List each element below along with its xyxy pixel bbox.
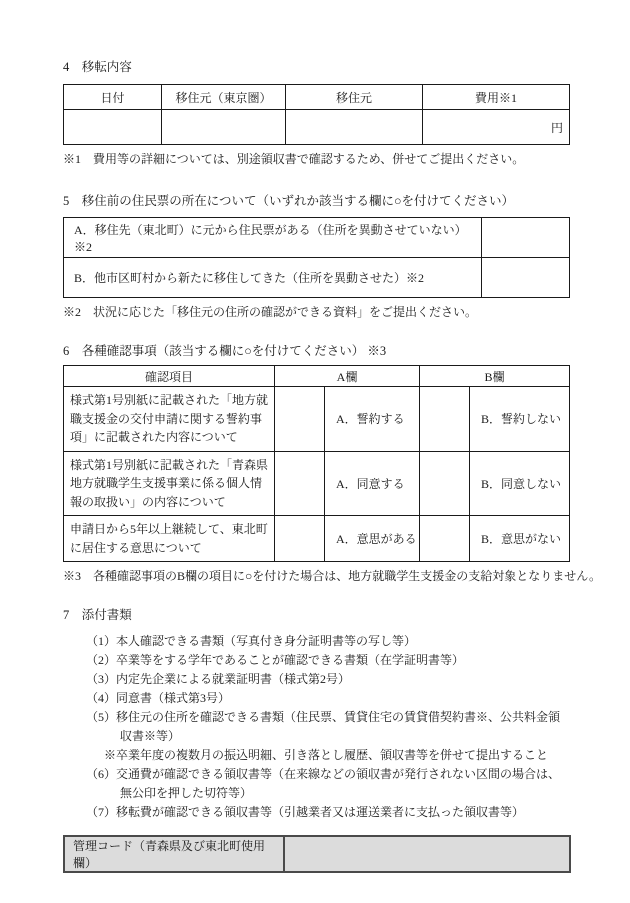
attachment-item-7: （7）移転費が確認できる領収書等（引越業者又は運送業者に支払った領収書等） bbox=[86, 805, 525, 819]
origin-input-cell[interactable] bbox=[286, 110, 423, 145]
row3-b-mark-cell[interactable] bbox=[420, 516, 470, 562]
note-1: ※1 費用等の詳細については、別途領収書で確認するため、併せてご提出ください。 bbox=[63, 152, 525, 166]
col-b: B欄 bbox=[420, 366, 570, 387]
section7-heading: 7 添付書類 bbox=[63, 608, 132, 622]
attachment-item-5: （5）移住元の住所を確認できる書類（住民票、賃貸住宅の賃貸借契約書※、公共料金領収書※等） bbox=[86, 710, 561, 743]
col-date: 日付 bbox=[64, 85, 162, 110]
row1-b-choice-label: B．誓約しない bbox=[470, 387, 570, 452]
table-row bbox=[64, 110, 570, 145]
confirmation-items-table bbox=[63, 365, 570, 562]
note-3: ※3 各種確認事項のB欄の項目に○を付けた場合は、地方就職学生支援金の支給対象となりません。 bbox=[63, 569, 601, 583]
row2-b-mark-cell[interactable] bbox=[420, 451, 470, 516]
option-a-mark-cell[interactable] bbox=[482, 218, 570, 258]
confirmation-item-text: 様式第1号別紙に記載された「地方就職支援金の交付申請に関する誓約事項」に記載された内容について bbox=[64, 387, 275, 452]
admin-code-table bbox=[63, 835, 571, 873]
col-origin-tokyo: 移住元（東京圏） bbox=[162, 85, 286, 110]
attachment-item-1: （1）本人確認できる書類（写真付き身分証明書等の写し等） bbox=[86, 634, 417, 648]
col-confirmation-item: 確認項目 bbox=[64, 366, 275, 387]
row2-a-choice-label: A．同意する bbox=[325, 451, 420, 516]
origin-tokyo-input-cell[interactable] bbox=[162, 110, 286, 145]
row2-b-choice-label: B．同意しない bbox=[470, 451, 570, 516]
section4-heading: 4 移転内容 bbox=[63, 60, 132, 74]
option-row-a bbox=[64, 218, 570, 258]
section5-heading: 5 移住前の住民票の所在について（いずれか該当する欄に○を付けてください） bbox=[63, 194, 515, 208]
attachment-item-5-note: ※卒業年度の複数月の振込明細、引き落とし履歴、領収書等を併せて提出すること bbox=[104, 748, 549, 762]
cost-unit-label: 円 bbox=[550, 120, 563, 135]
confirmation-item-text: 申請日から5年以上継続して、東北町に居住する意思について bbox=[64, 516, 275, 562]
attachment-item-6: （6）交通費が確認できる領収書等（在来線などの領収書が発行されない区間の場合は、無公印を押した切符等） bbox=[86, 767, 561, 800]
option-b-mark-cell[interactable] bbox=[482, 258, 570, 298]
admin-code-label: 管理コード（青森県及び東北町使用欄） bbox=[64, 836, 284, 872]
col-cost: 費用※1 bbox=[423, 85, 570, 110]
attachment-item-3: （3）内定先企業による就業証明書（様式第2号） bbox=[86, 672, 351, 686]
option-row-b bbox=[64, 258, 570, 298]
col-origin: 移住元 bbox=[286, 85, 423, 110]
attachment-item-2: （2）卒業等をする学年であることが確認できる書類（在学証明書等） bbox=[86, 653, 465, 667]
cost-input-cell[interactable] bbox=[423, 110, 570, 145]
row3-a-mark-cell[interactable] bbox=[275, 516, 325, 562]
option-a-label: A．移住先（東北町）に元から住民票がある（住所を異動させていない）※2 bbox=[64, 218, 482, 258]
option-b-label: B．他市区町村から新たに移住してきた（住所を異動させた）※2 bbox=[64, 258, 482, 298]
confirmation-item-text: 様式第1号別紙に記載された「青森県地方就職学生支援事業に係る個人情報の取扱い」の内容について bbox=[64, 451, 275, 516]
row3-b-choice-label: B．意思がない bbox=[470, 516, 570, 562]
residence-certificate-table bbox=[63, 217, 570, 298]
row1-b-mark-cell[interactable] bbox=[420, 387, 470, 452]
relocation-details-table bbox=[63, 84, 570, 145]
col-a: A欄 bbox=[275, 366, 420, 387]
date-input-cell[interactable] bbox=[64, 110, 162, 145]
confirmation-row-3 bbox=[64, 516, 570, 562]
row3-a-choice-label: A．意思がある bbox=[325, 516, 420, 562]
section6-heading: 6 各種確認事項（該当する欄に○を付けてください） ※3 bbox=[63, 344, 387, 358]
confirmation-row-1 bbox=[64, 387, 570, 452]
confirmation-row-2 bbox=[64, 451, 570, 516]
row1-a-mark-cell[interactable] bbox=[275, 387, 325, 452]
row1-a-choice-label: A．誓約する bbox=[325, 387, 420, 452]
row2-a-mark-cell[interactable] bbox=[275, 451, 325, 516]
admin-code-value-cell[interactable] bbox=[284, 836, 570, 872]
admin-code-row bbox=[64, 836, 570, 872]
attachment-item-4: （4）同意書（様式第3号） bbox=[86, 691, 231, 705]
attachments-list bbox=[63, 632, 569, 822]
table-header-row bbox=[64, 366, 570, 387]
table-header-row bbox=[64, 85, 570, 110]
note-2: ※2 状況に応じた「移住元の住所の確認ができる資料」をご提出ください。 bbox=[63, 305, 478, 319]
